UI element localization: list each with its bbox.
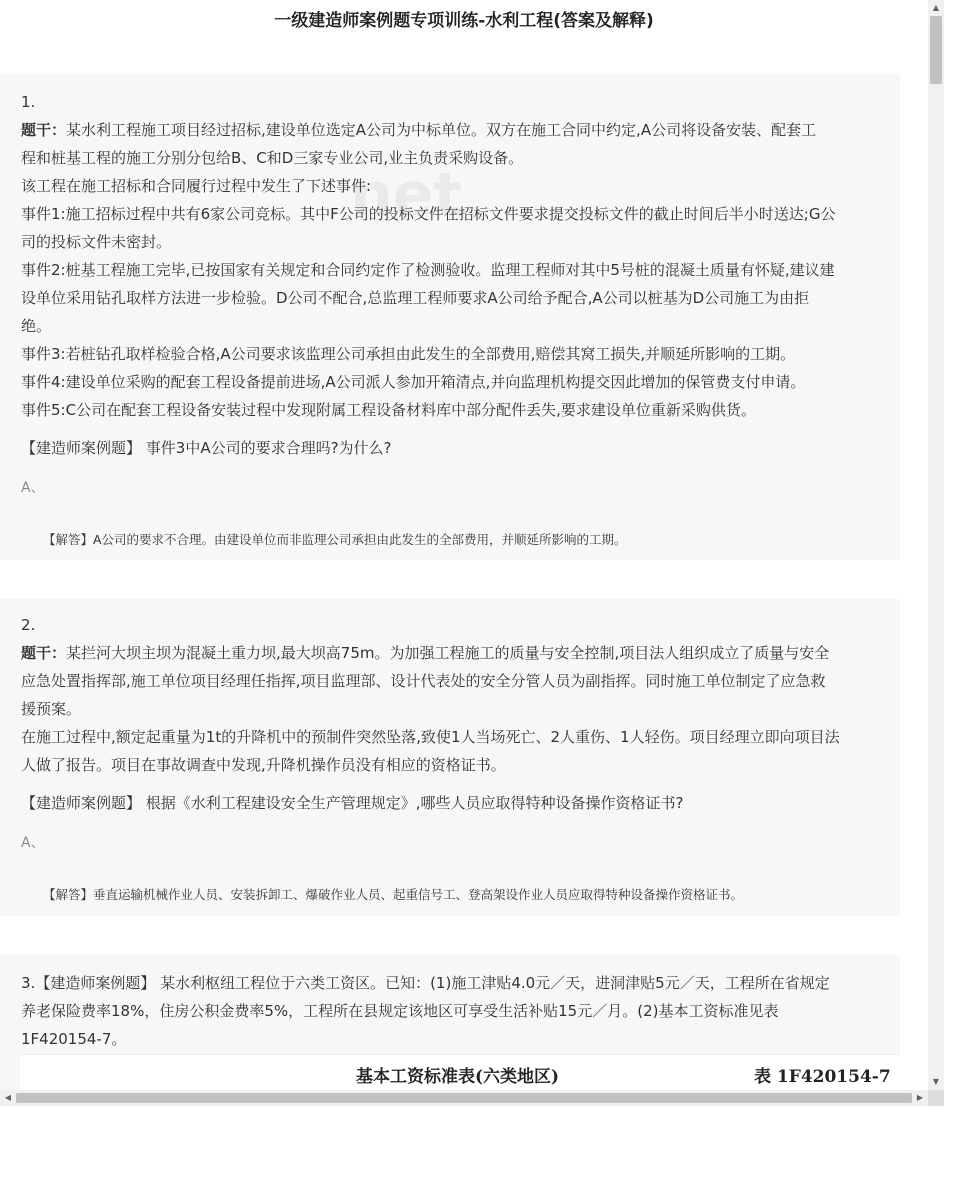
vertical-scrollbar[interactable] bbox=[928, 0, 944, 1090]
table-title: 基本工资标准表(六类地区) bbox=[356, 1067, 560, 1087]
answer-option[interactable]: A、 bbox=[21, 835, 45, 851]
stem-line: 程和桩基工程的施工分别分包给B、C和D三家专业公司,业主负责采购设备。 bbox=[21, 149, 524, 167]
page-title: 一级建造师案例题专项训练-水利工程(答案及解释) bbox=[274, 11, 654, 31]
stem-label: 题干： bbox=[21, 121, 67, 139]
stem-line: 事件3:若桩钻孔取样检验合格,A公司要求该监理公司承担由此发生的全部费用,赔偿其窝工损失,并顺延所影响的工期。 bbox=[21, 345, 796, 363]
question-stem bbox=[21, 639, 886, 779]
stem-line: 人做了报告。项目在事故调查中发现,升降机操作员没有相应的资格证书。 bbox=[21, 756, 506, 774]
stem-line: 援预案。 bbox=[21, 700, 82, 718]
question-prompt: 【建造师案例题】 根据《水利工程建设安全生产管理规定》,哪些人员应取得特种设备操作资格证书? bbox=[21, 794, 684, 812]
question-prompt: 【建造师案例题】 事件3中A公司的要求合理吗?为什么? bbox=[21, 439, 392, 457]
scroll-up-arrow-icon[interactable]: ▲ bbox=[932, 3, 940, 12]
question-2 bbox=[0, 599, 900, 916]
stem-line: 绝。 bbox=[21, 317, 52, 335]
stem-line: 1F420154-7。 bbox=[21, 1030, 127, 1048]
stem-line: 在施工过程中,额定起重量为1t的升降机中的预制件突然坠落,致使1人当场死亡、2人重伤、1人轻伤。项目经理立即向项目法 bbox=[21, 728, 840, 746]
scrollbar-corner bbox=[928, 1090, 944, 1106]
wage-table-image bbox=[20, 1054, 900, 1090]
question-number: 2. bbox=[21, 616, 36, 634]
stem-label: 题干： bbox=[21, 644, 67, 662]
table-number: 表 1F420154-7 bbox=[754, 1067, 891, 1087]
horizontal-scrollbar[interactable] bbox=[0, 1090, 928, 1106]
stem-line: 事件2:桩基工程施工完毕,已按国家有关规定和合同约定作了检测验收。监理工程师对其中5号桩的混凝土质量有怀疑,建议建 bbox=[21, 261, 835, 279]
question-number: 1. bbox=[21, 93, 36, 111]
stem-line: 司的投标文件未密封。 bbox=[21, 233, 172, 251]
watermark: net bbox=[350, 160, 463, 230]
scroll-left-arrow-icon[interactable]: ◀ bbox=[4, 1093, 12, 1102]
stem-line: 事件5:C公司在配套工程设备安装过程中发现附属工程设备材料库中部分配件丢失,要求建设单位重新采购供货。 bbox=[21, 401, 756, 419]
stem-line: 设单位采用钻孔取样方法进一步检验。D公司不配合,总监理工程师要求A公司给予配合,A公司以桩基为D公司施工为由拒 bbox=[21, 289, 810, 307]
stem-line: 应急处置指挥部,施工单位项目经理任指挥,项目监理部、设计代表处的安全分管人员为副指挥。同时施工单位制定了应急救 bbox=[21, 672, 826, 690]
horizontal-scroll-thumb[interactable] bbox=[16, 1093, 912, 1103]
scroll-right-arrow-icon[interactable]: ▶ bbox=[916, 1093, 924, 1102]
vertical-scroll-thumb[interactable] bbox=[930, 16, 942, 84]
question-1 bbox=[0, 74, 900, 560]
stem-line: 事件1:施工招标过程中共有6家公司竞标。其中F公司的投标文件在招标文件要求提交投标文件的截止时间后半小时送达;G公 bbox=[21, 205, 836, 223]
scroll-down-arrow-icon[interactable]: ▼ bbox=[932, 1077, 940, 1086]
stem-line: 某拦河大坝主坝为混凝土重力坝,最大坝高75m。为加强工程施工的质量与安全控制,项目法人组织成立了质量与安全 bbox=[66, 644, 830, 662]
question-stem bbox=[21, 969, 886, 1053]
stem-line: 某水利工程施工项目经过招标,建设单位选定A公司为中标单位。双方在施工合同中约定,A公司将设备安装、配套工 bbox=[66, 121, 817, 139]
question-number: 3. bbox=[21, 974, 36, 992]
stem-line: 养老保险费率18%，住房公积金费率5%，工程所在县规定该地区可享受生活补贴15元／月。(2)基本工资标准见表 bbox=[21, 1002, 779, 1020]
answer-option[interactable]: A、 bbox=[21, 480, 45, 496]
answer-explanation: 【解答】A公司的要求不合理。由建设单位而非监理公司承担由此发生的全部费用，并顺延所影响的工期。 bbox=[43, 532, 627, 547]
answer-explanation: 【解答】垂直运输机械作业人员、安装拆卸工、爆破作业人员、起重信号工、登高架设作业人员应取得特种设备操作资格证书。 bbox=[43, 887, 744, 902]
stem-line: 该工程在施工招标和合同履行过程中发生了下述事件: bbox=[21, 177, 372, 195]
stem-line: 事件4:建设单位采购的配套工程设备提前进场,A公司派人参加开箱清点,并向监理机构提交因此增加的保管费支付申请。 bbox=[21, 373, 806, 391]
stem-line: 【建造师案例题】 某水利枢纽工程位于六类工资区。已知：(1)施工津贴4.0元／天，进洞津贴5元／天，工程所在省规定 bbox=[35, 974, 830, 992]
